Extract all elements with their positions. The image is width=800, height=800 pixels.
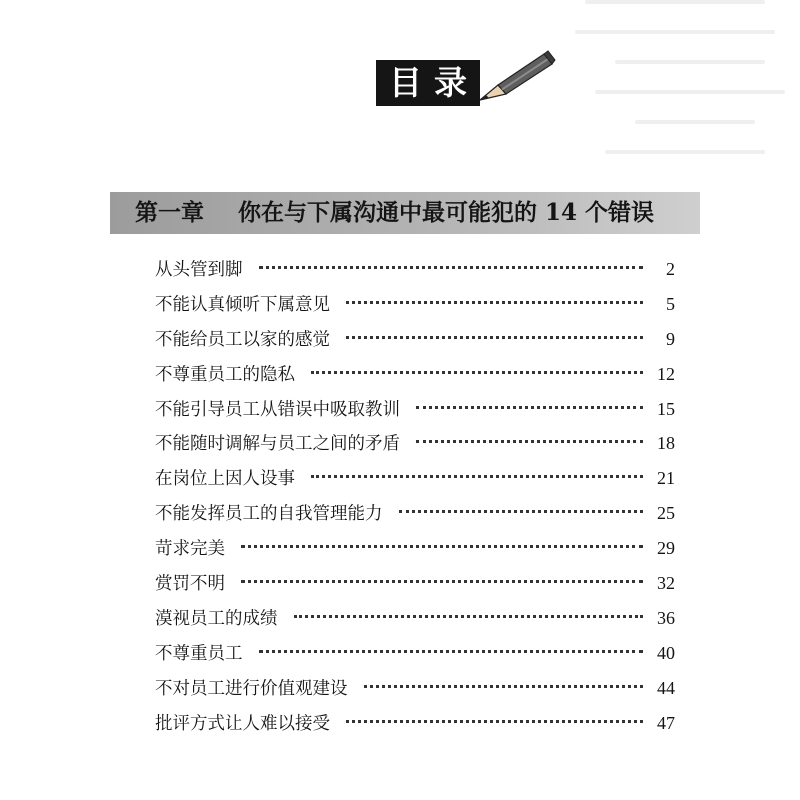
- dot-leader: [364, 685, 644, 688]
- toc-entry-page: 18: [657, 433, 675, 454]
- toc-entry-page: 5: [666, 293, 675, 314]
- toc-entry-page: 2: [666, 259, 675, 279]
- toc-entry[interactable]: [155, 256, 675, 291]
- toc-entry[interactable]: [155, 326, 675, 361]
- toc-entry[interactable]: [155, 291, 675, 326]
- toc-entry-page: 36: [657, 607, 675, 628]
- dot-leader: [311, 475, 643, 478]
- toc-entry-title: 不对员工进行价值观建设: [155, 678, 348, 699]
- toc-entry-page: 15: [657, 398, 675, 419]
- chapter-number: 第一章: [135, 199, 204, 226]
- dot-leader: [241, 580, 643, 583]
- toc-entry-title: 赏罚不明: [155, 574, 225, 595]
- toc-entry[interactable]: [155, 396, 675, 431]
- dot-leader: [346, 336, 643, 339]
- toc-entry-title: 不能给员工以家的感觉: [155, 329, 330, 350]
- toc-entry-title: 不能认真倾听下属意见: [155, 294, 330, 315]
- dot-leader: [399, 510, 644, 513]
- toc-list: [155, 256, 675, 744]
- dot-leader: [259, 266, 644, 269]
- bleed-through-text: [555, 0, 800, 200]
- toc-entry-page: 32: [657, 573, 675, 594]
- toc-heading: 目录: [376, 60, 480, 106]
- dot-leader: [346, 720, 643, 723]
- toc-entry-title: 不尊重员工的隐私: [155, 364, 295, 385]
- toc-entry[interactable]: [155, 500, 675, 535]
- chapter-title: 你在与下属沟通中最可能犯的 14 个错误: [238, 199, 655, 226]
- toc-entry[interactable]: [155, 570, 675, 605]
- toc-entry-page: 44: [657, 677, 675, 698]
- toc-entry-page: 25: [657, 503, 675, 524]
- toc-entry-page: 40: [657, 642, 675, 663]
- toc-entry-page: 9: [666, 328, 675, 349]
- toc-entry-title: 从头管到脚: [155, 260, 243, 280]
- toc-entry[interactable]: [155, 430, 675, 465]
- toc-entry-page: 21: [657, 468, 675, 489]
- toc-entry-page: 29: [657, 538, 675, 559]
- toc-entry[interactable]: [155, 605, 675, 640]
- pencil-icon: [478, 48, 556, 106]
- toc-entry[interactable]: [155, 675, 675, 710]
- toc-entry-page: 12: [657, 363, 675, 384]
- dot-leader: [416, 406, 643, 409]
- dot-leader: [294, 615, 644, 618]
- toc-entry-page: 47: [657, 712, 675, 733]
- toc-entry[interactable]: [155, 465, 675, 500]
- toc-entry[interactable]: [155, 361, 675, 396]
- toc-entry-title: 在岗位上因人设事: [155, 469, 295, 490]
- toc-entry-title: 不尊重员工: [155, 643, 243, 664]
- dot-leader: [346, 301, 643, 304]
- toc-entry-title: 批评方式让人难以接受: [155, 713, 330, 734]
- toc-entry-title: 不能引导员工从错误中吸取教训: [155, 399, 400, 420]
- toc-entry[interactable]: [155, 710, 675, 745]
- toc-entry-title: 不能发挥员工的自我管理能力: [155, 504, 383, 525]
- toc-entry-title: 苛求完美: [155, 539, 225, 560]
- dot-leader: [416, 440, 643, 443]
- toc-entry[interactable]: [155, 535, 675, 570]
- toc-entry-title: 不能随时调解与员工之间的矛盾: [155, 434, 400, 455]
- toc-entry[interactable]: [155, 640, 675, 675]
- toc-entry-title: 漠视员工的成绩: [155, 608, 278, 629]
- dot-leader: [241, 545, 643, 548]
- dot-leader: [259, 650, 644, 653]
- dot-leader: [311, 371, 643, 374]
